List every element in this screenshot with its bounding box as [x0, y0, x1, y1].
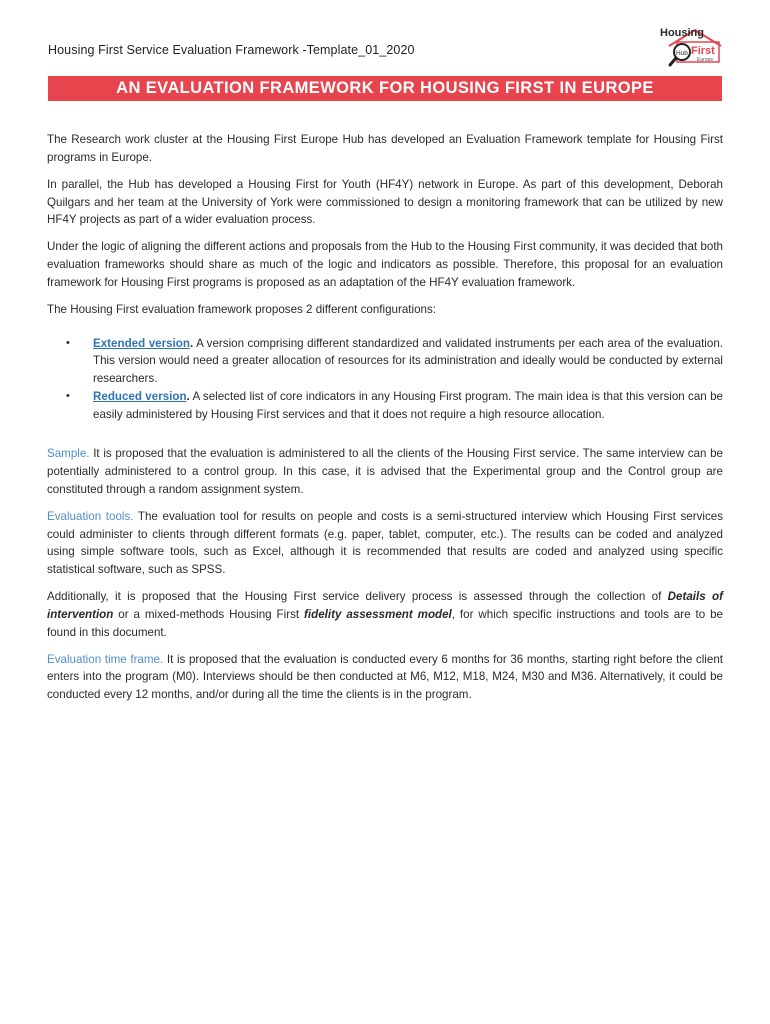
intro-paragraph-3: Under the logic of aligning the different actions and proposals from the Hub to the Housing First community, it was decided that both evaluation frameworks should share as much of the logic and indicators as possible. Therefore, this proposal for an evaluation framework for Housing First programs is proposed as an adaptation of the HF4Y evaluation framework. [47, 240, 723, 289]
intro-paragraph-2: In parallel, the Hub has developed a Housing First for Youth (HF4Y) network in Europe. As part of this development, Deborah Quilgars and her team at the University of York were commissioned to design a monitoring framework that can be utilized by new HF4Y projects as part of a wider evaluation process. [47, 177, 723, 227]
sample-label: Sample. [47, 447, 90, 461]
extended-version-text: A version comprising different standardized and validated instruments per each area of the evaluation. This version would need a greater allocation of resources for its administration and ideally would be conducted by external researchers. [93, 336, 724, 386]
fidelity-assessment-emphasis: fidelity assessment model [304, 607, 452, 621]
section-spacer [47, 424, 723, 445]
reduced-version-link[interactable]: Reduced version [93, 390, 187, 404]
extended-version-link[interactable]: Extended version [93, 336, 190, 350]
logo-magnifier-handle [670, 58, 676, 65]
intro-paragraph-1: The Research work cluster at the Housing First Europe Hub has developed an Evaluation Framework template for Housing First programs in Europe. [47, 133, 723, 164]
logo-text-hub: Hub [676, 50, 688, 57]
housing-first-hub-logo [655, 24, 733, 74]
time-frame-text: It is proposed that the evaluation is conducted every 6 months for 36 months, starting right before the client enters into the program (M0). Interviews should be then conducted at M6, M12, M18, M24, M30 and M36. Alternatively, it could be conducted every 12 months, and/or during all the time the clients is in the program. [47, 652, 723, 702]
logo-text-first: First [691, 45, 715, 57]
additionally-text-a: Additionally, it is proposed that the Housing First service delivery process is assessed through the collection of [47, 590, 668, 604]
time-frame-paragraph [47, 651, 723, 705]
document-header-title: Housing First Service Evaluation Framework -Template_01_2020 [48, 43, 415, 57]
evaluation-tools-paragraph [47, 508, 723, 580]
evaluation-tools-text: The evaluation tool for results on people and costs is a semi-structured interview which Housing First services could administer to clients through different formats (e.g. paper, tablet, computer, etc.). The results can be coded and analyzed using simple software tools, such as Excel, although it is recommended that results are coded and analyzed using specific statistical software, such as SPSS. [47, 509, 723, 577]
document-body [47, 131, 723, 713]
time-frame-label: Evaluation time frame. [47, 652, 164, 666]
additionally-text-c: , for which specific instructions and tools are to be found in this document. [47, 607, 723, 639]
extended-version-punct: . [189, 336, 194, 350]
page-title-banner: AN EVALUATION FRAMEWORK FOR HOUSING FIRST IN EUROPE [48, 76, 722, 101]
additionally-paragraph [47, 588, 723, 642]
reduced-version-text: A selected list of core indicators in any Housing First program. The main idea is that this version can be easily administered by Housing First services and that it does not require a high resource allocation. [93, 390, 723, 422]
list-item-reduced [47, 388, 723, 424]
details-of-intervention-emphasis: Details of intervention [47, 590, 723, 621]
logo-text-housing: Housing [660, 27, 704, 39]
additionally-text-b: or a mixed-methods Housing First [113, 607, 305, 621]
bullet-icon: • [66, 336, 70, 349]
list-item-extended [47, 335, 723, 389]
bullet-icon: • [66, 390, 70, 403]
intro-paragraph-4: The Housing First evaluation framework proposes 2 different configurations: [47, 302, 437, 316]
reduced-version-punct: . [186, 390, 190, 404]
sample-text: It is proposed that the evaluation is administered to all the clients of the Housing First service. The same interview can be potentially administered to a control group. In this case, it is advised that the Experimental group and the Control group are constituted through a random assignment system. [47, 447, 723, 496]
evaluation-tools-label: Evaluation tools. [47, 509, 134, 523]
logo-text-europe: Europe [697, 57, 714, 63]
logo-graphic [655, 24, 733, 74]
sample-paragraph [47, 445, 723, 499]
configurations-list [47, 335, 723, 425]
